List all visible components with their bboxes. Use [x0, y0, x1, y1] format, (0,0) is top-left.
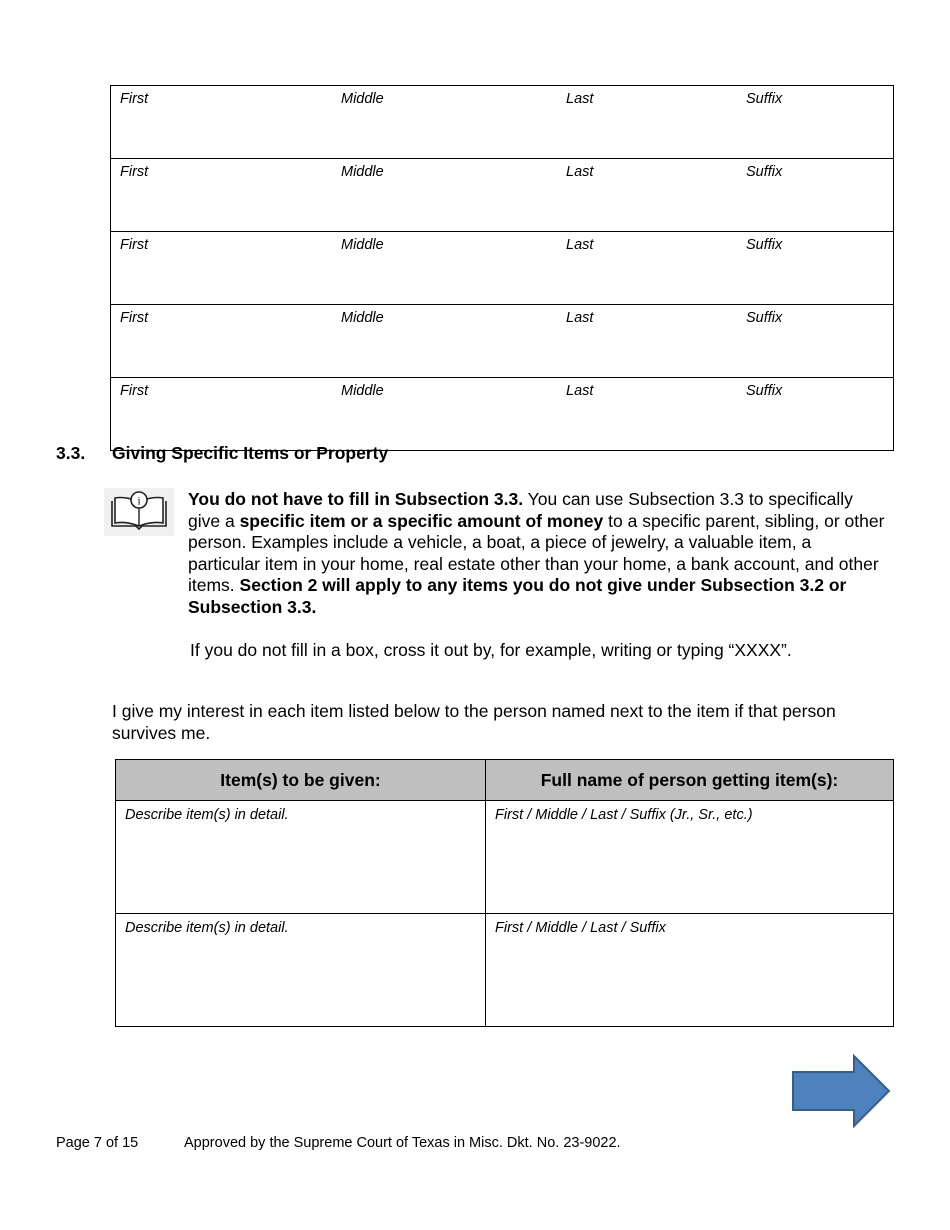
- table-header-row: [116, 760, 894, 801]
- table-row: [111, 86, 894, 159]
- info-text-1: You can use Subsection 3.3 to specifically give a: [188, 489, 853, 531]
- recipient-name-field[interactable]: First / Middle / Last / Suffix (Jr., Sr., etc.): [486, 801, 894, 914]
- suffix-field[interactable]: Suffix: [746, 232, 894, 305]
- table-row: [116, 801, 894, 914]
- page-number: Page 7 of 15: [56, 1135, 139, 1151]
- item-description-field[interactable]: Describe item(s) in detail.: [116, 801, 486, 914]
- last-name-field[interactable]: Last: [566, 159, 746, 232]
- first-name-field[interactable]: First: [111, 378, 342, 451]
- table-row: [116, 914, 894, 1027]
- items-column-header: Item(s) to be given:: [116, 760, 486, 801]
- gift-table: [115, 759, 894, 1027]
- last-name-field[interactable]: Last: [566, 305, 746, 378]
- info-paragraph: [188, 489, 888, 619]
- section-number: 3.3.: [56, 443, 86, 463]
- middle-name-field[interactable]: Middle: [341, 378, 566, 451]
- suffix-field[interactable]: Suffix: [746, 305, 894, 378]
- table-row: [111, 232, 894, 305]
- first-name-field[interactable]: First: [111, 86, 342, 159]
- give-statement: I give my interest in each item listed below to the person named next to the item if that person survives me.: [112, 701, 836, 743]
- last-name-field[interactable]: Last: [566, 232, 746, 305]
- cross-out-note: If you do not fill in a box, cross it out by, for example, writing or typing “XXXX”.: [190, 640, 792, 660]
- table-row: [111, 159, 894, 232]
- info-bold-3: Section 2 will apply to any items you do not give under Subsection 3.2 or Subsection 3.3.: [188, 575, 847, 617]
- info-bold-2: specific item or a specific amount of money: [239, 510, 604, 531]
- suffix-field[interactable]: Suffix: [746, 159, 894, 232]
- item-description-field[interactable]: Describe item(s) in detail.: [116, 914, 486, 1027]
- table-row: [111, 378, 894, 451]
- recipient-name-field[interactable]: First / Middle / Last / Suffix: [486, 914, 894, 1027]
- info-text-2: to a specific parent, sibling, or other person. Examples include a vehicle, a boat, a piece of jewelry, a valuable item, a particular item in your home, real estate other than your home, a bank account, and other items.: [188, 510, 885, 596]
- section-title: Giving Specific Items or Property: [112, 443, 389, 463]
- approval-notice: Approved by the Supreme Court of Texas in Misc. Dkt. No. 23-9022.: [184, 1135, 621, 1151]
- middle-name-field[interactable]: Middle: [341, 86, 566, 159]
- first-name-field[interactable]: First: [111, 159, 342, 232]
- table-row: [111, 305, 894, 378]
- first-name-field[interactable]: First: [111, 232, 342, 305]
- suffix-field[interactable]: Suffix: [746, 378, 894, 451]
- first-name-field[interactable]: First: [111, 305, 342, 378]
- recipient-column-header: Full name of person getting item(s):: [486, 760, 894, 801]
- svg-text:i: i: [137, 493, 141, 508]
- info-book-icon: [104, 488, 174, 536]
- middle-name-field[interactable]: Middle: [341, 232, 566, 305]
- last-name-field[interactable]: Last: [566, 86, 746, 159]
- last-name-field[interactable]: Last: [566, 378, 746, 451]
- middle-name-field[interactable]: Middle: [341, 159, 566, 232]
- middle-name-field[interactable]: Middle: [341, 305, 566, 378]
- info-bold-1: You do not have to fill in Subsection 3.3.: [188, 489, 524, 509]
- suffix-field[interactable]: Suffix: [746, 86, 894, 159]
- name-table: [110, 85, 894, 451]
- right-arrow-icon[interactable]: [790, 1054, 892, 1128]
